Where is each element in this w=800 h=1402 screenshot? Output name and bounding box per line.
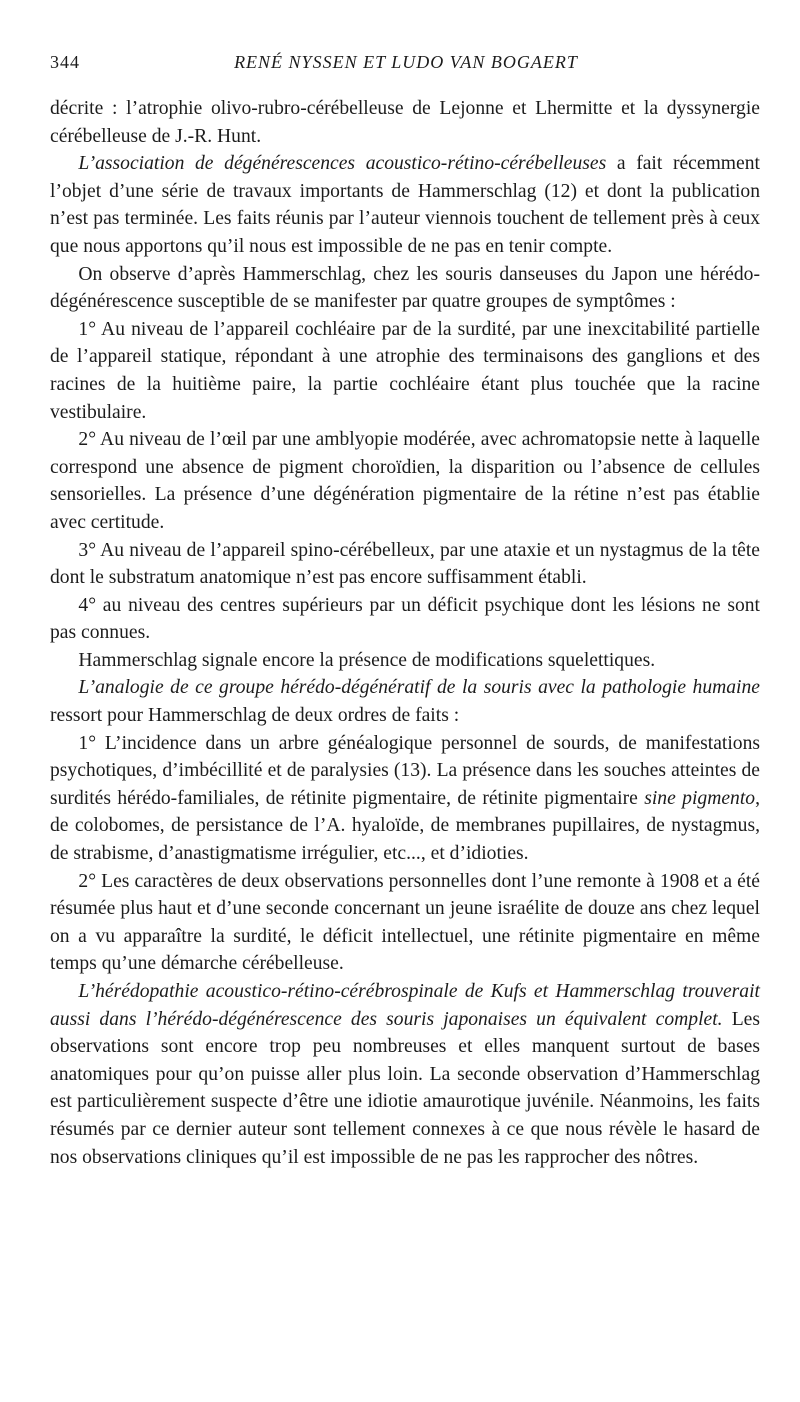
text-run: Les observations sont encore trop peu nombreuses et elles manquent surtout de bases anatomiques pour qu’on puisse aller plus loin. La seconde observation d’Hammerschlag est particulièrement suspecte d’être une idiotie amaurotique juvénile. Néanmoins, les faits résumés par ce dernier auteur sont tellement connexes à ce que nous révèle le hasard de nos observations cliniques qu’il est impossible de ne pas les rapprocher des nôtres. xyxy=(50,1008,760,1168)
paragraph xyxy=(50,592,760,647)
text-run: 1° Au niveau de l’appareil cochléaire par de la surdité, par une inexcitabilité partielle de l’appareil statique, répondant à une atrophie des terminaisons des ganglions et des racines de la huitième paire, la partie cochléaire étant plus touchée que la racine vestibulaire. xyxy=(50,318,760,423)
text-run: 1° L’incidence dans un arbre généalogique personnel de sourds, de manifestations psychotiques, d’imbécillité et de paralysies (13). La présence dans les souches atteintes de surdités hérédo-familiales, de rétinite pigmentaire, de rétinite pigmentaire xyxy=(50,732,760,809)
paragraph xyxy=(50,674,760,729)
italic-text: L’analogie de ce groupe hérédo-dégénératif de la souris avec la pathologie humaine xyxy=(78,677,760,699)
text-run: 4° au niveau des centres supérieurs par un déficit psychique dont les lésions ne sont pas connues. xyxy=(50,594,760,644)
paragraph xyxy=(50,868,760,978)
text-run: , de colobomes, de persistance de l’A. hyaloïde, de membranes pupillaires, de nystagmus, de strabisme, d’anastigmatisme irrégulier, etc..., et d’idioties. xyxy=(50,787,760,865)
article-body xyxy=(50,95,760,1171)
page-header xyxy=(50,52,762,80)
paragraph xyxy=(50,730,760,868)
text-run: décrite : l’atrophie olivo-rubro-cérébelleuse de Lejonne et Lhermitte et la dyssynergie cérébelleuse de J.-R. Hunt. xyxy=(50,98,760,147)
italic-text: sine pigmento xyxy=(644,787,756,809)
text-run: 2° Les caractères de deux observations personnelles dont l’une remonte à 1908 et a été résumée plus haut et d’une seconde concernant un jeune israélite de douze ans chez lequel on a vu apparaître la surdité, le déficit intellectuel, une rétinite pigmentaire en même temps qu’une démarche cérébelleuse. xyxy=(50,870,760,975)
paragraph xyxy=(50,261,760,316)
paragraph xyxy=(50,647,760,675)
text-run: 3° Au niveau de l’appareil spino-cérébelleux, par une ataxie et un nystagmus de la tête dont le substratum anatomique n’est pas encore suffisamment établi. xyxy=(50,539,760,589)
italic-text: L’association de dégénérescences acoustico-rétino-cérébelleuses xyxy=(78,153,607,175)
paragraph xyxy=(50,316,760,426)
text-run: a fait récemment l’objet d’une série de travaux importants de Hammerschlag (12) et dont la publication n’est pas terminée. Les faits réunis par l’auteur viennois touchent de tellement près à ceux que nous apportons qu’il nous est impossible de ne pas en tenir compte. xyxy=(50,153,760,257)
paragraph xyxy=(50,95,760,150)
text-run: On observe d’après Hammerschlag, chez les souris danseuses du Japon une hérédo-dégénérescence susceptible de se manifester par quatre groupes de symptômes : xyxy=(50,263,760,313)
paragraph xyxy=(50,978,760,1171)
text-run: Hammerschlag signale encore la présence de modifications squelettiques. xyxy=(78,649,656,671)
page-number: 344 xyxy=(50,52,80,72)
paragraph xyxy=(50,537,760,592)
text-run: 2° Au niveau de l’œil par une amblyopie modérée, avec achromatopsie nette à laquelle correspond une absence de pigment choroïdien, la disparition ou l’absence de cellules sensorielles. La présence d’une dégénération pigmentaire de la rétine n’est pas établie avec certitude. xyxy=(50,429,760,533)
italic-text: L’hérédopathie acoustico-rétino-cérébrospinale de Kufs et Hammerschlag trouverait aussi dans l’hérédo-dégénérescence des souris japonaises un équivalent complet. xyxy=(50,981,760,1030)
running-title: RENÉ NYSSEN ET LUDO VAN BOGAERT xyxy=(234,52,578,72)
paragraph xyxy=(50,426,760,536)
paragraph xyxy=(50,150,760,260)
text-run: ressort pour Hammerschlag de deux ordres de faits : xyxy=(50,705,460,727)
